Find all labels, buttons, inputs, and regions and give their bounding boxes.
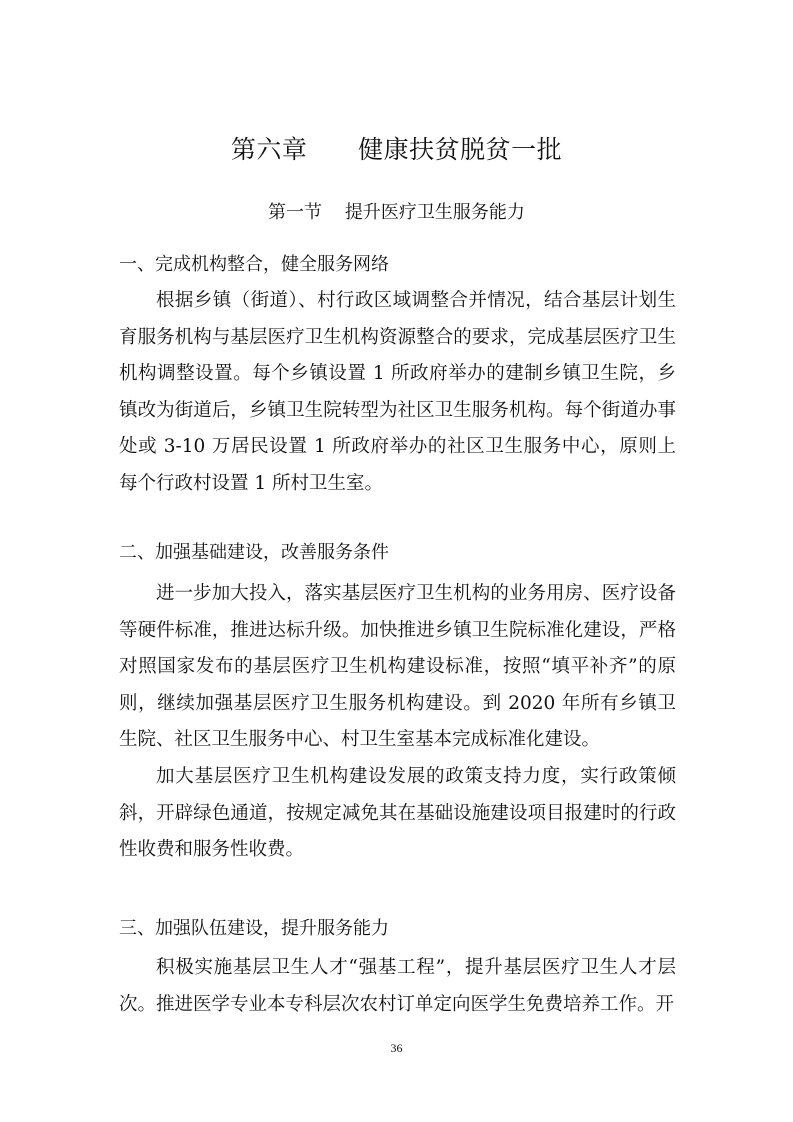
section-title: 第一节 提升医疗卫生服务能力	[268, 202, 525, 223]
heading-2: 二、加强基础建设，改善服务条件	[119, 542, 389, 563]
page-number: 36	[390, 1041, 403, 1055]
paragraph-3: 加大基层医疗卫生机构建设发展的政策支持力度，实行政策倾斜，开辟绿色通道，按规定减免其在基础设施建设项目报建时的行政性收费和服务性收费。	[119, 766, 676, 860]
heading-3: 三、加强队伍建设，提升服务能力	[119, 918, 389, 939]
paragraph-1: 根据乡镇（街道）、村行政区域调整合并情况，结合基层计划生育服务机构与基层医疗卫生机构资源整合的要求，完成基层医疗卫生机构调整设置。每个乡镇设置 1 所政府举办的建制乡镇卫生院，乡镇改为街道后，乡镇卫生院转型为社区卫生服务机构。每个街道办事处或 3-10 万居民设置 1 所政府举办的社区卫生服务中心，原则上每个行政村设置 1 所村卫生室。	[119, 290, 676, 494]
chapter-title: 第六章 健康扶贫脱贫一批	[230, 135, 563, 164]
paragraph-4: 积极实施基层卫生人才“强基工程”，提升基层医疗卫生人才层次。推进医学专业本专科层次农村订单定向医学生免费培养工作。开	[119, 957, 676, 1015]
paragraph-2: 进一步加大投入，落实基层医疗卫生机构的业务用房、医疗设备等硬件标准，推进达标升级。加快推进乡镇卫生院标准化建设，严格对照国家发布的基层医疗卫生机构建设标准，按照“填平补齐”的原则，继续加强基层医疗卫生服务机构建设。到 2020 年所有乡镇卫生院、社区卫生服务中心、村卫生室基本完成标准化建设。	[119, 583, 676, 750]
heading-1: 一、完成机构整合，健全服务网络	[119, 254, 389, 275]
